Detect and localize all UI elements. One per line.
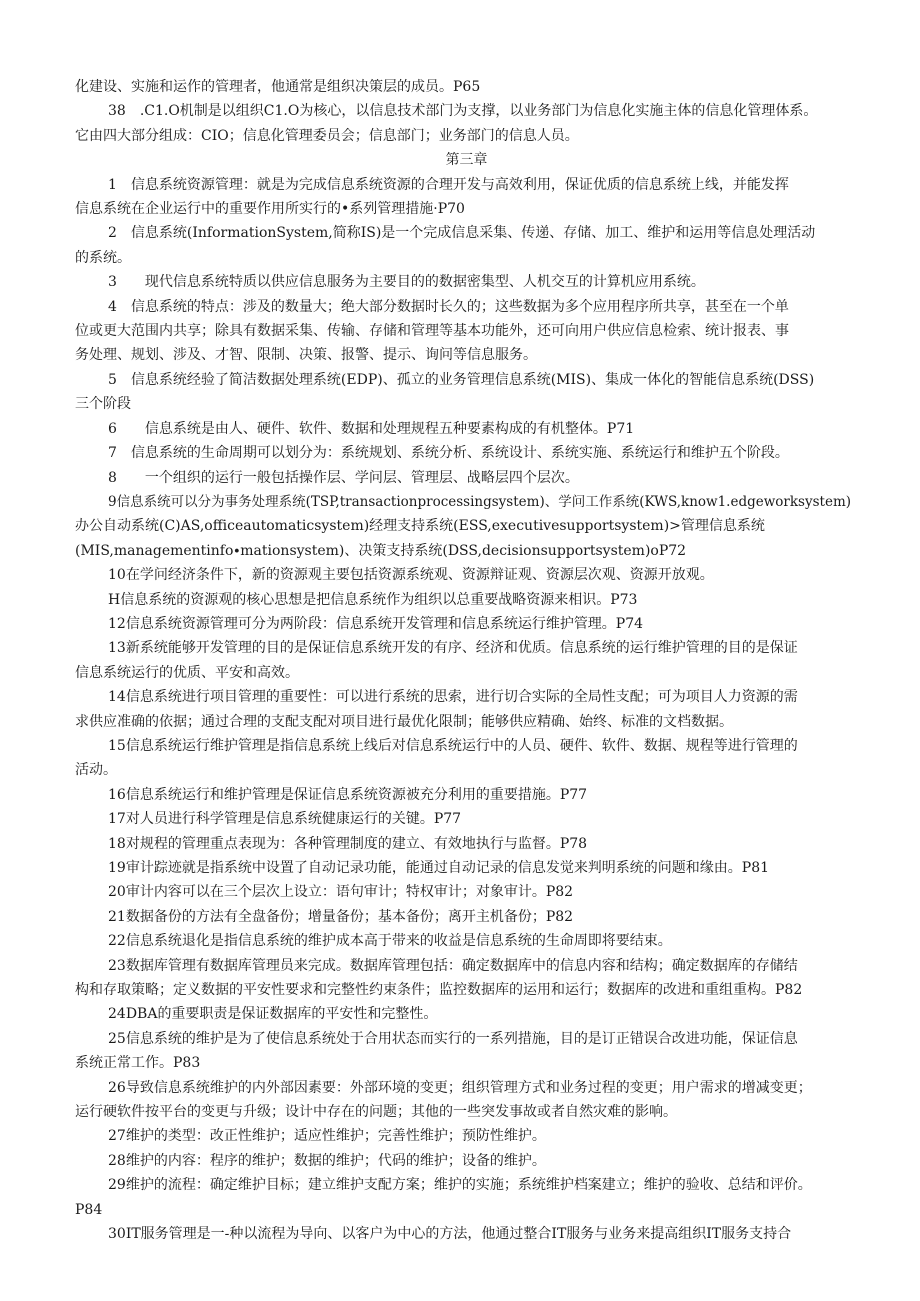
- text-line: 21数据备份的方法有全盘备份；增量备份；基本备份；离开主机备份；P82: [108, 908, 574, 925]
- text-line: 5 信息系统经验了简洁数据处理系统(EDP)、孤立的业务管理信息系统(MIS)、集成一体化的智能信息系统(DSS): [108, 371, 815, 388]
- text-line: 20审计内容可以在三个层次上设立：语句审计；特权审计；对象审计。P82: [108, 884, 574, 901]
- text-line: 28维护的内容：程序的维护；数据的维护；代码的维护；设备的维护。: [108, 1152, 546, 1169]
- text-line: 系统正常工作。P83: [75, 1055, 201, 1072]
- text-line: 4 信息系统的特点：涉及的数量大；绝大部分数据时长久的；这些数据为多个应用程序所共享，甚至在一个单: [108, 298, 789, 315]
- text-line: 22信息系统退化是指信息系统的维护成本高于带来的收益是信息系统的生命周即将要结束。: [108, 933, 672, 950]
- text-line: 1 信息系统资源管理：就是为完成信息系统资源的合理开发与高效利用，保证优质的信息系统上线，并能发挥: [108, 176, 789, 193]
- text-line: 25信息系统的维护是为了使信息系统处于合用状态而实行的一系列措施，目的是订正错误合改进功能，保证信息: [108, 1030, 798, 1047]
- text-line: 7 信息系统的生命周期可以划分为：系统规划、系统分析、系统设计、系统实施、系统运行和维护五个阶段。: [108, 445, 789, 462]
- text-line: 10在学问经济条件下，新的资源观主要包括资源系统观、资源辩证观、资源层次观、资源开放观。: [108, 567, 714, 584]
- text-line: 位或更大范围内共享；除具有数据采集、传输、存储和管理等基本功能外，还可向用户供应信息检索、统计报表、事: [75, 323, 789, 340]
- text-line: 38 .C1.O机制是以组织C1.O为核心，以信息技术部门为支撑，以业务部门为信息化实施主体的信息化管理体系。: [108, 103, 818, 120]
- text-line: 化建设、实施和运作的管理者，他通常是组织决策层的成员。P65: [75, 79, 481, 95]
- text-line: 构和存取策略；定义数据的平安性要求和完整性约束条件；监控数据库的运用和运行；数据库的改进和重组重构。P82: [75, 982, 803, 999]
- text-line: 求供应准确的依据；通过合理的支配支配对项目进行最优化限制；能够供应精确、始终、标准的文档数据。: [75, 713, 733, 730]
- text-line: 运行硬软件按平台的变更与升级；设计中存在的问题；其他的一些突发事故或者自然灾难的影响。: [75, 1104, 677, 1121]
- text-line: 的系统。: [75, 249, 131, 266]
- text-line: H信息系统的资源观的核心思想是把信息系统作为组织以总重要战略资源来相识。P73: [108, 591, 638, 608]
- text-line: 6 信息系统是由人、硬件、软件、数据和处理规程五种要素构成的有机整体。P71: [108, 420, 635, 437]
- text-line: 16信息系统运行和维护管理是保证信息系统资源被充分利用的重要措施。P77: [108, 786, 588, 803]
- text-line: 26导致信息系统维护的内外部因素要：外部环境的变更；组织管理方式和业务过程的变更；用户需求的增减变更；: [108, 1079, 812, 1096]
- text-line: 三个阶段: [75, 396, 131, 413]
- text-line: 12信息系统资源管理可分为两阶段：信息系统开发管理和信息系统运行维护管理。P74: [108, 615, 644, 632]
- text-line: 23数据库管理有数据库管理员来完成。数据库管理包括：确定数据库中的信息内容和结构；确定数据库的存储结: [108, 957, 798, 974]
- text-line: 办公自动系统(C)AS,officeautomaticsystem)经理支持系统(ESS,executivesupportsystem)>管理信息系统: [75, 518, 765, 535]
- text-line: 活动。: [75, 762, 117, 779]
- text-line: P84: [75, 1201, 103, 1218]
- text-line: 信息系统运行的优质、平安和高效。: [75, 664, 299, 681]
- text-line: (MIS,managementinfo∙mationsystem)、决策支持系统(DSS,decisionsupportsystem)oP72: [75, 542, 687, 559]
- text-line: 29维护的流程：确定维护目标；建立维护支配方案；维护的实施；系统维护档案建立；维护的验收、总结和评价。: [108, 1177, 812, 1194]
- text-line: 务处理、规划、涉及、才智、限制、决策、报警、提示、询问等信息服务。: [75, 347, 537, 364]
- text-line: 30IT服务管理是一-种以流程为导向、以客户为中心的方法，他通过整合IT服务与业务来提高组织IT服务支持合: [108, 1226, 792, 1243]
- text-line: 9信息系统可以分为事务处理系统(TSP,transactionprocessingsystem)、学问工作系统(KWS,know1.edgeworksystem): [108, 493, 852, 510]
- text-line: 15信息系统运行维护管理是指信息系统上线后对信息系统运行中的人员、硬件、软件、数据、规程等进行管理的: [108, 737, 798, 754]
- text-line: 14信息系统进行项目管理的重要性：可以进行系统的思索，进行切合实际的全局性支配；可为项目人力资源的需: [108, 689, 798, 706]
- chapter-heading: 第三章: [445, 152, 488, 169]
- text-line: 它由四大部分组成：CIO；信息化管理委员会；信息部门；业务部门的信息人员。: [75, 127, 579, 144]
- text-line: 19审计踪迹就是指系统中设置了自动记录功能，能通过自动记录的信息发觉来判明系统的问题和缘由。P81: [108, 860, 770, 876]
- text-line: 2 信息系统(InformationSystem,简称IS)是一个完成信息采集、传递、存储、加工、维护和运用等信息处理活动: [108, 225, 816, 242]
- text-line: 13新系统能够开发管理的目的是保证信息系统开发的有序、经济和优质。信息系统的运行维护管理的目的是保证: [108, 640, 798, 657]
- text-line: 27维护的类型：改正性维护；适应性维护；完善性维护；预防性维护。: [108, 1128, 546, 1145]
- text-line: 18对规程的管理重点表现为：各种管理制度的建立、有效地执行与监督。P78: [108, 835, 588, 852]
- text-line: 3 现代信息系统特质以供应信息服务为主要目的的数据密集型、人机交互的计算机应用系统。: [108, 274, 705, 291]
- text-line: 信息系统在企业运行中的重要作用所实行的•系列管理措施·P70: [75, 201, 465, 218]
- text-line: 8 一个组织的运行一般包括操作层、学问层、管理层、战略层四个层次。: [108, 469, 579, 486]
- text-line: 24DBA的重要职责是保证数据库的平安性和完整性。: [108, 1006, 438, 1023]
- text-line: 17对人员进行科学管理是信息系统健康运行的关键。P77: [108, 811, 462, 828]
